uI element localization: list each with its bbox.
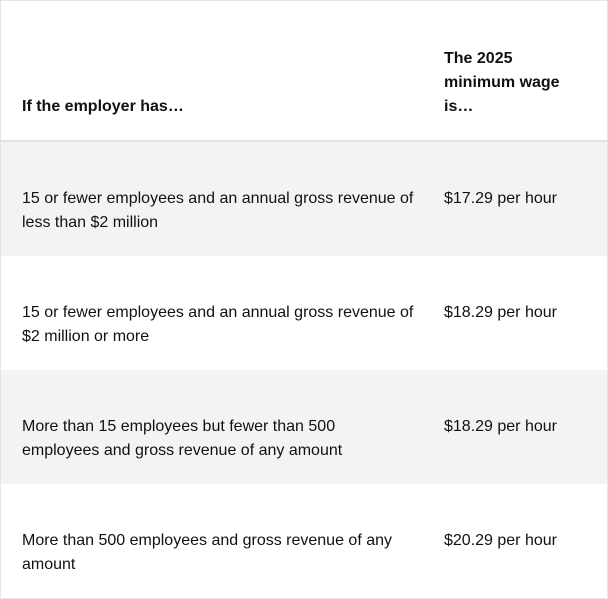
minimum-wage-cell: $17.29 per hour xyxy=(444,190,557,207)
wage-header-line: minimum wage xyxy=(444,74,560,91)
employer-condition-cell: More than 500 employees and gross revenue of any amount xyxy=(22,532,393,573)
table-row xyxy=(1,256,607,370)
table-row xyxy=(1,142,607,256)
wage-header-line: The 2025 xyxy=(444,50,513,67)
employer-condition-cell: 15 or fewer employees and an annual gross revenue of less than $2 million xyxy=(22,190,414,231)
employer-condition-cell: More than 15 employees but fewer than 500 employees and gross revenue of any amount xyxy=(22,418,343,459)
employer-column-header: If the employer has… xyxy=(22,98,184,115)
employer-condition-cell: 15 or fewer employees and an annual gross revenue of $2 million or more xyxy=(22,304,414,345)
table-header xyxy=(1,1,607,142)
minimum-wage-cell: $18.29 per hour xyxy=(444,304,557,321)
wage-header-line: is… xyxy=(444,98,474,115)
table-row xyxy=(1,370,607,484)
wage-column-header xyxy=(444,47,579,119)
minimum-wage-cell: $18.29 per hour xyxy=(444,418,557,435)
table-row xyxy=(1,484,607,598)
minimum-wage-cell: $20.29 per hour xyxy=(444,532,557,549)
